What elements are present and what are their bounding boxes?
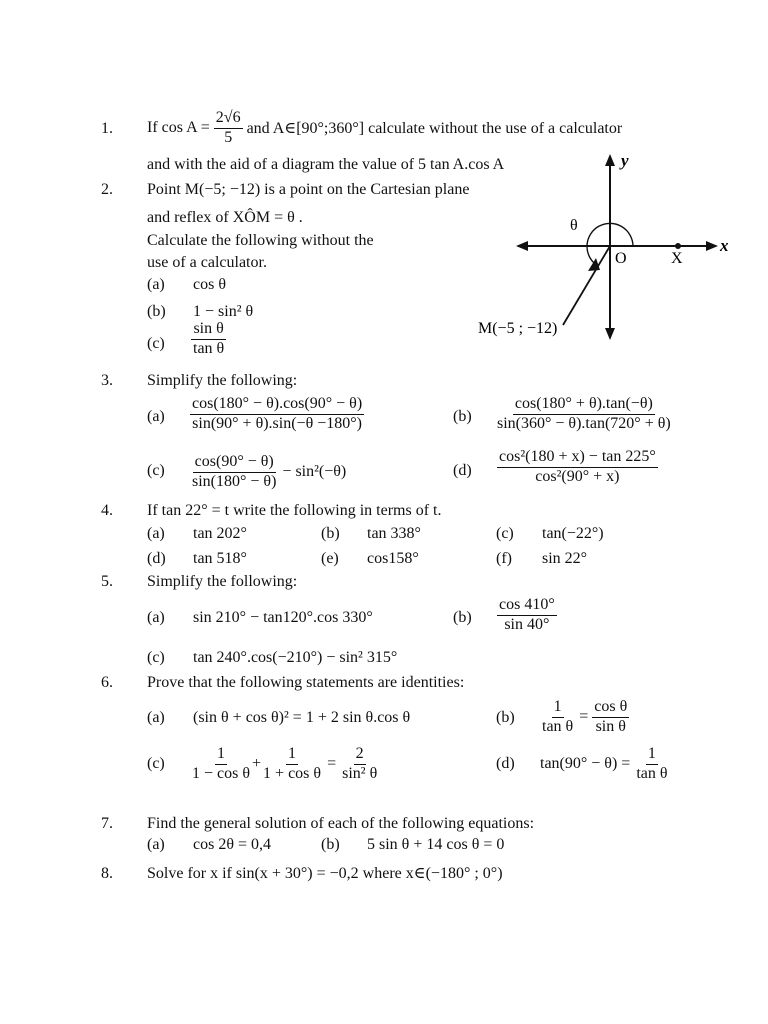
- fraction-denominator: 1 − cos θ: [192, 764, 251, 782]
- equals-sign: =: [323, 755, 341, 772]
- fraction-denominator: sin(90° + θ).sin(−θ −180°): [192, 414, 362, 432]
- x-axis-arrow-left-icon: [516, 241, 528, 251]
- question-6c-label: (c): [147, 755, 165, 772]
- point-x-marker: [675, 243, 681, 249]
- fraction-denominator: sin θ: [595, 717, 626, 735]
- fraction-denominator: sin² θ: [342, 764, 378, 782]
- question-4-line: If tan 22° = t write the following in terms of t.: [147, 502, 442, 519]
- equals-sign: =: [575, 708, 593, 725]
- question-5b-fraction: [497, 597, 557, 634]
- fraction-denominator: tan θ: [542, 717, 574, 735]
- question-7b-expression: 5 sin θ + 14 cos θ = 0: [367, 836, 505, 853]
- x-axis-arrow-right-icon: [706, 241, 718, 251]
- question-2-line-1: Point M(−5; −12) is a point on the Cartesian plane: [147, 181, 470, 198]
- question-3b-fraction: [495, 396, 673, 433]
- question-4d-expression: tan 518°: [193, 550, 247, 567]
- question-3c-tail: − sin²(−θ): [282, 463, 347, 480]
- question-1-fraction: [214, 110, 243, 147]
- question-3a-label: (a): [147, 408, 165, 425]
- question-3d-label: (d): [453, 462, 472, 479]
- question-4e-expression: cos158°: [367, 550, 419, 567]
- question-6c-expression: [190, 742, 379, 786]
- point-m-label: M(−5 ; −12): [478, 320, 558, 337]
- question-2c-fraction: [191, 321, 226, 358]
- question-4-number: 4.: [101, 502, 113, 519]
- fraction-denominator: tan θ: [636, 764, 668, 782]
- question-2-number: 2.: [101, 181, 113, 198]
- fraction-denominator: cos²(90° + x): [535, 467, 620, 485]
- question-2a-expression: cos θ: [193, 276, 226, 293]
- fraction-denominator: 5: [224, 128, 233, 146]
- question-3-number: 3.: [101, 372, 113, 389]
- question-4b-label: (b): [321, 525, 340, 542]
- question-2a-label: (a): [147, 276, 165, 293]
- plus-sign: +: [252, 755, 262, 772]
- question-4c-expression: tan(−22°): [542, 525, 604, 542]
- question-3b-label: (b): [453, 408, 472, 425]
- question-1-line-1: [147, 106, 622, 150]
- question-7-number: 7.: [101, 815, 113, 832]
- theta-label: θ: [570, 217, 578, 234]
- fraction-denominator: sin(360° − θ).tan(720° + θ): [497, 414, 671, 432]
- question-2b-expression: 1 − sin² θ: [193, 303, 254, 320]
- question-6d-label: (d): [496, 755, 515, 772]
- origin-label: O: [615, 250, 627, 267]
- question-6a-label: (a): [147, 709, 165, 726]
- y-axis-arrow-down-icon: [605, 328, 615, 340]
- question-5c-label: (c): [147, 649, 165, 666]
- question-1-lead: If cos A =: [147, 119, 210, 136]
- question-6-heading: Prove that the following statements are identities:: [147, 674, 465, 691]
- question-6b-expression: [540, 696, 629, 738]
- question-4d-label: (d): [147, 550, 166, 567]
- question-5a-expression: sin 210° − tan120°.cos 330°: [193, 609, 373, 626]
- y-axis-arrow-up-icon: [605, 154, 615, 166]
- fraction-denominator: 1 + cos θ: [263, 764, 322, 782]
- question-6d-lhs: tan(90° − θ) =: [540, 755, 631, 772]
- y-axis-label: y: [621, 151, 629, 170]
- question-1-line-2: and with the aid of a diagram the value of 5 tan A.cos A: [147, 156, 505, 173]
- question-2-line-2: and reflex of XÔM = θ .: [147, 209, 303, 226]
- fraction-numerator: cos(180° − θ).cos(90° − θ): [190, 396, 364, 415]
- question-4f-expression: sin 22°: [542, 550, 588, 567]
- question-3a-fraction: [190, 396, 364, 433]
- point-x-label: X: [671, 250, 683, 267]
- fraction-numerator: 2: [354, 746, 366, 765]
- question-6a-expression: (sin θ + cos θ)² = 1 + 2 sin θ.cos θ: [193, 709, 411, 726]
- question-6b-label: (b): [496, 709, 515, 726]
- question-1-middle: and A∈[90°;360°] calculate without the use of a calculator: [246, 120, 623, 137]
- question-4a-expression: tan 202°: [193, 525, 247, 542]
- fraction-numerator: cos(180° + θ).tan(−θ): [513, 396, 655, 415]
- fraction-numerator: sin θ: [191, 321, 225, 340]
- x-axis-label: x: [720, 236, 729, 255]
- question-8-number: 8.: [101, 865, 113, 882]
- fraction-numerator: 1: [646, 746, 658, 765]
- fraction-denominator: sin(180° − θ): [192, 472, 277, 490]
- question-4e-label: (e): [321, 550, 339, 567]
- question-7b-label: (b): [321, 836, 340, 853]
- question-5-number: 5.: [101, 573, 113, 590]
- question-3c-label: (c): [147, 462, 165, 479]
- fraction-numerator: 1: [215, 746, 227, 765]
- question-4c-label: (c): [496, 525, 514, 542]
- cartesian-diagram: [478, 150, 738, 350]
- question-2b-label: (b): [147, 303, 166, 320]
- question-3-heading: Simplify the following:: [147, 372, 298, 389]
- question-4a-label: (a): [147, 525, 165, 542]
- question-6-number: 6.: [101, 674, 113, 691]
- question-5c-expression: tan 240°.cos(−210°) − sin² 315°: [193, 649, 398, 666]
- question-3d-fraction: [497, 449, 658, 486]
- question-7a-expression: cos 2θ = 0,4: [193, 836, 272, 853]
- question-5b-label: (b): [453, 609, 472, 626]
- fraction-numerator: 1: [552, 699, 564, 718]
- question-4b-expression: tan 338°: [367, 525, 421, 542]
- fraction-numerator: cos 410°: [497, 597, 557, 616]
- question-1-number: 1.: [101, 120, 113, 137]
- question-7-heading: Find the general solution of each of the following equations:: [147, 815, 535, 832]
- question-7a-label: (a): [147, 836, 165, 853]
- question-5-heading: Simplify the following:: [147, 573, 298, 590]
- question-4f-label: (f): [496, 550, 512, 567]
- question-5a-label: (a): [147, 609, 165, 626]
- fraction-numerator: 2√6: [214, 110, 243, 129]
- fraction-numerator: cos θ: [592, 699, 629, 718]
- fraction-denominator: tan θ: [193, 339, 225, 357]
- fraction-denominator: sin 40°: [504, 615, 550, 633]
- question-8-line: Solve for x if sin(x + 30°) = −0,2 where x∈(−180° ; 0°): [147, 865, 503, 882]
- fraction-numerator: 1: [286, 746, 298, 765]
- question-3c-expression: [190, 451, 346, 493]
- terminal-ray-om: [563, 246, 610, 325]
- question-6d-expression: [540, 742, 670, 786]
- question-2-line-4: use of a calculator.: [147, 254, 267, 271]
- question-2c-label: (c): [147, 335, 165, 352]
- fraction-numerator: cos²(180 + x) − tan 225°: [497, 449, 658, 468]
- fraction-numerator: cos(90° − θ): [193, 454, 276, 473]
- question-2-line-3: Calculate the following without the: [147, 232, 374, 249]
